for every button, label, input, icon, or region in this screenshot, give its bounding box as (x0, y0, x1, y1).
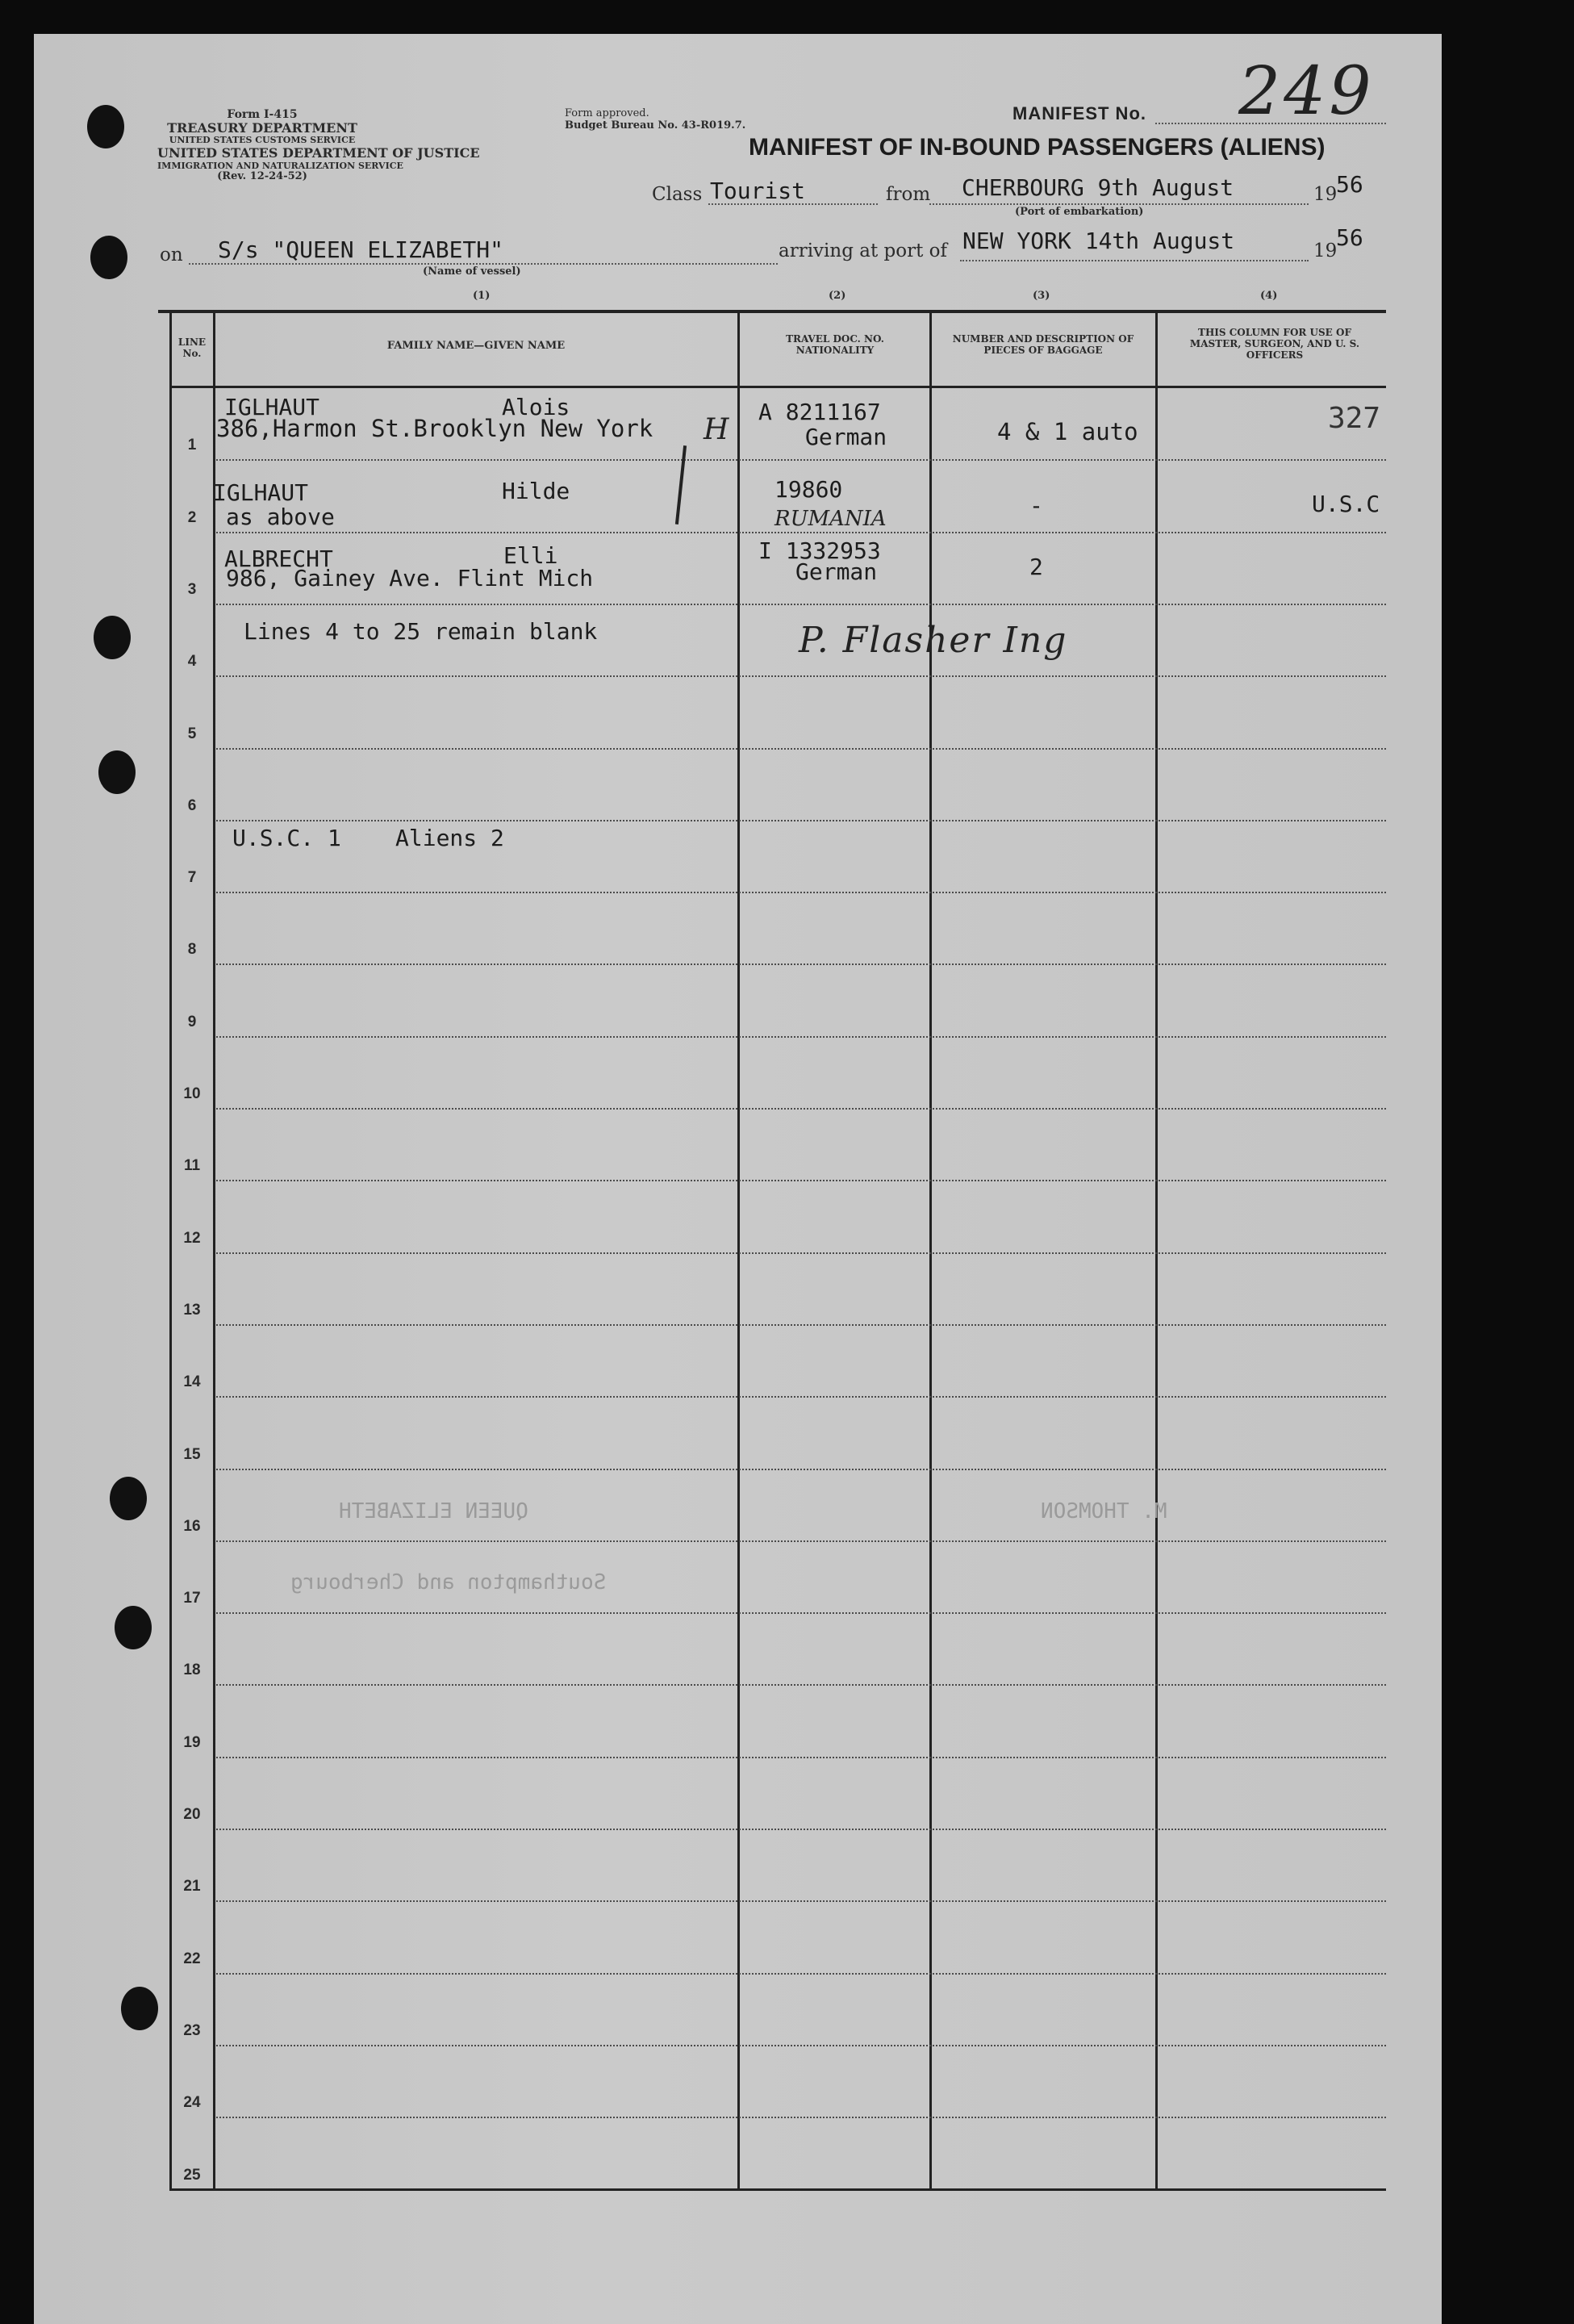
line-number: 17 (183, 1590, 201, 1607)
row-rule (216, 1036, 1386, 1038)
row-rule (216, 892, 1386, 893)
row2-address: as above (226, 504, 335, 530)
blank-lines-note: Lines 4 to 25 remain blank (244, 618, 598, 645)
punch-hole (98, 750, 136, 794)
line-number: 25 (183, 2166, 201, 2184)
punch-hole (90, 236, 127, 279)
from-line (929, 203, 1309, 205)
column-number-1: (1) (473, 290, 491, 302)
row-rule (216, 459, 1386, 461)
punch-hole (110, 1477, 147, 1520)
header-line-no: LINE No. (177, 336, 207, 359)
row2-given-name: Hilde (502, 478, 570, 504)
line-number: 3 (187, 580, 197, 598)
arriving-label: arriving at port of (779, 240, 947, 261)
table-top-rule (158, 310, 1386, 313)
vessel-line (189, 263, 778, 265)
row-rule (216, 2045, 1386, 2046)
line-number: 2 (187, 508, 197, 526)
row3-family-name: ALBRECHT (224, 545, 333, 572)
row-rule (216, 748, 1386, 750)
baggage-column-divider (1155, 311, 1158, 2190)
punch-hole (121, 1987, 158, 2030)
row-rule (216, 1469, 1386, 1470)
customs-service: UNITED STATES CUSTOMS SERVICE (169, 135, 356, 146)
arriving-line (960, 260, 1309, 261)
row-rule (216, 1612, 1386, 1614)
row3-given-name: Elli (503, 542, 558, 569)
line-number: 18 (183, 1661, 201, 1679)
line-number-divider (213, 311, 215, 2190)
line-number: 7 (187, 869, 197, 887)
row1-given-name: Alois (502, 394, 570, 420)
row-rule (216, 675, 1386, 677)
line-number: 21 (183, 1878, 201, 1896)
manifest-title: MANIFEST OF IN-BOUND PASSENGERS (ALIENS) (749, 134, 1326, 161)
row-rule (216, 1396, 1386, 1398)
line-number: 6 (187, 796, 197, 814)
row-rule (216, 1324, 1386, 1326)
punch-hole (94, 616, 131, 659)
line-number: 11 (183, 1157, 201, 1175)
line-number: 10 (183, 1085, 201, 1102)
row1-travel-doc: A 8211167 (758, 399, 881, 425)
table-header-rule (169, 386, 1386, 388)
treasury-department: TREASURY DEPARTMENT (167, 120, 357, 136)
class-label: Class (652, 184, 703, 205)
line-number: 20 (183, 1806, 201, 1823)
row3-baggage: 2 (1029, 554, 1043, 580)
vessel-label: (Name of vessel) (423, 265, 521, 278)
line-number: 1 (187, 437, 197, 454)
row2-baggage: - (1029, 492, 1043, 519)
row3-address: 986, Gainey Ave. Flint Mich (226, 565, 594, 591)
bleed-through-text: M. THOMSON (1041, 1499, 1167, 1524)
row-rule (216, 1973, 1386, 1975)
department-of-justice: UNITED STATES DEPARTMENT OF JUSTICE (157, 145, 480, 161)
line-number: 4 (187, 653, 197, 671)
line-number: 14 (183, 1373, 201, 1391)
manifest-no-value: 249 (1238, 53, 1375, 130)
ins-service: IMMIGRATION AND NATURALIZATION SERVICE (157, 160, 403, 171)
row-rule (216, 1684, 1386, 1686)
revision-date: (Rev. 12-24-52) (217, 170, 307, 183)
from-label: from (886, 184, 931, 205)
line-number: 15 (183, 1445, 201, 1463)
form-approved: Form approved. (565, 107, 649, 119)
tally-usc: U.S.C. 1 (232, 825, 341, 851)
column-number-3: (3) (1033, 290, 1050, 302)
arriving-value: NEW YORK 14th August (962, 228, 1235, 254)
row3-travel-doc: I 1332953 (758, 537, 881, 564)
arriving-year-suffix: 56 (1336, 224, 1363, 251)
line-number: 22 (183, 1950, 201, 1967)
line-number: 8 (187, 941, 197, 959)
row-rule (216, 1180, 1386, 1181)
line-number: 9 (187, 1013, 197, 1030)
row-rule (216, 1108, 1386, 1110)
officer-signature: P. Flasher Ing (799, 620, 1068, 661)
row1-family-name: IGLHAUT (224, 394, 320, 420)
form-block (157, 108, 480, 183)
from-year-suffix: 56 (1336, 171, 1363, 198)
punch-hole (115, 1606, 152, 1649)
column-number-4: (4) (1260, 290, 1278, 302)
table-bottom-rule (169, 2188, 1386, 2191)
row-rule (216, 1540, 1386, 1542)
on-label: on (160, 245, 183, 265)
header-travel-doc: TRAVEL DOC. NO. NATIONALITY (786, 333, 884, 356)
line-number: 12 (183, 1229, 201, 1247)
bleed-through-text: Southampton and Cherbourg (290, 1570, 607, 1595)
line-number: 23 (183, 2021, 201, 2039)
row2-officer-note: U.S.C (1312, 491, 1380, 517)
line-number: 5 (187, 725, 197, 742)
row1-officer-note: 327 (1328, 402, 1381, 435)
row-rule (216, 2117, 1386, 2118)
from-value: CHERBOURG 9th August (962, 174, 1234, 201)
row-rule (216, 1900, 1386, 1902)
line-number: 19 (183, 1733, 201, 1751)
form-number: Form I-415 (227, 108, 298, 121)
row-rule (216, 1829, 1386, 1830)
row-rule (216, 1252, 1386, 1254)
class-value: Tourist (710, 178, 806, 204)
header-officers: THIS COLUMN FOR USE OF MASTER, SURGEON, AND U. S. OFFICERS (1189, 327, 1360, 361)
row-rule (216, 532, 1386, 533)
row2-travel-doc: 19860 (774, 476, 843, 503)
manifest-no-label: MANIFEST No. (1012, 103, 1146, 123)
row-rule (216, 963, 1386, 965)
row1-nationality: German (805, 424, 887, 450)
row2-family-name: IGLHAUT (213, 479, 309, 506)
header-baggage: NUMBER AND DESCRIPTION OF PIECES OF BAGGAGE (952, 333, 1134, 356)
punch-hole (87, 105, 124, 148)
line-number: 24 (183, 2094, 201, 2112)
row-rule (216, 820, 1386, 821)
line-number: 16 (183, 1517, 201, 1535)
table-left-border (169, 311, 172, 2190)
row-rule (216, 1757, 1386, 1758)
tally-aliens: Aliens 2 (395, 825, 504, 851)
port-embark-label: (Port of embarkation) (1015, 206, 1144, 218)
row-rule (216, 604, 1386, 605)
header-name: FAMILY NAME—GIVEN NAME (386, 340, 566, 352)
name-column-divider (737, 311, 740, 2190)
arriving-year-prefix: 19 (1313, 240, 1338, 261)
row1-address: 386,Harmon St.Brooklyn New York (216, 415, 653, 442)
from-year-prefix: 19 (1313, 184, 1338, 205)
bleed-through-text: QUEEN ELIZABETH (339, 1499, 528, 1524)
vessel-value: S/s "QUEEN ELIZABETH" (218, 236, 504, 263)
approval-note (565, 108, 745, 132)
column-number-2: (2) (829, 290, 846, 302)
row2-nationality: RUMANIA (774, 507, 887, 531)
row3-nationality: German (795, 558, 878, 585)
line-number: 13 (183, 1301, 201, 1319)
travel-column-divider (929, 311, 932, 2190)
row1-handwritten-mark: H (703, 413, 729, 446)
budget-bureau-number: Budget Bureau No. 43-R019.7. (565, 119, 746, 132)
row1-baggage: 4 & 1 auto (997, 418, 1138, 445)
